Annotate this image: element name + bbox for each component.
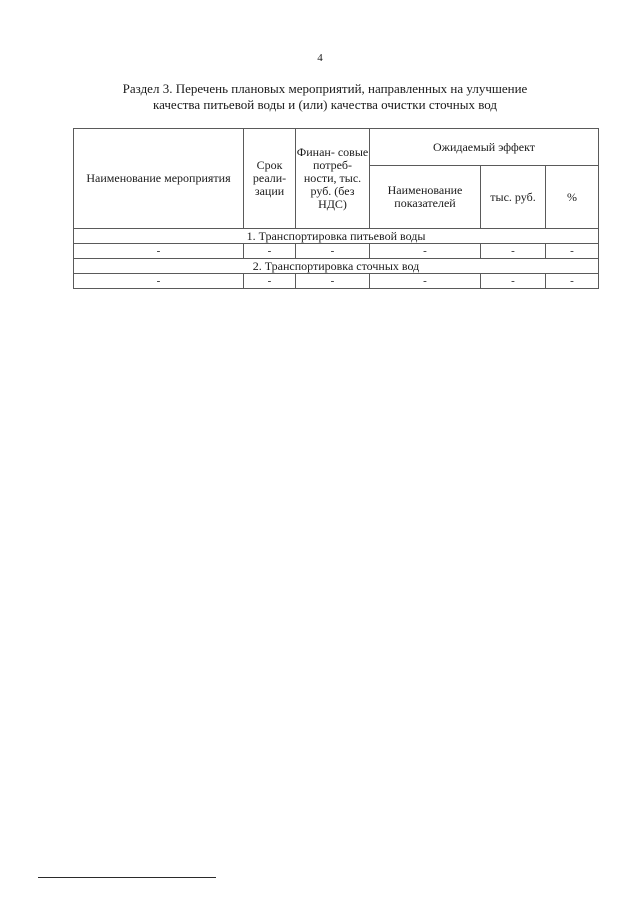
cell-term: - xyxy=(244,274,296,289)
cell-name: - xyxy=(74,244,244,259)
page-number: 4 xyxy=(317,52,323,64)
cell-indicator: - xyxy=(370,274,481,289)
section-title-sewage: 2. Транспортировка сточных вод xyxy=(74,259,599,274)
header-row-1 xyxy=(74,129,599,166)
footer-divider xyxy=(38,877,216,878)
header-term: Срок реали- зации xyxy=(244,129,296,229)
cell-thousand-rub: - xyxy=(481,274,546,289)
measures-table xyxy=(73,128,599,289)
table-row xyxy=(74,244,599,259)
section-row-water xyxy=(74,229,599,244)
cell-name: - xyxy=(74,274,244,289)
cell-percent: - xyxy=(546,274,599,289)
header-thousand-rub: тыс. руб. xyxy=(481,166,546,229)
section-row-sewage xyxy=(74,259,599,274)
section-title-line-2: качества питьевой воды и (или) качества очистки сточных вод xyxy=(152,97,498,112)
header-percent: % xyxy=(546,166,599,229)
header-indicator-name: Наименование показателей xyxy=(370,166,481,229)
cell-term: - xyxy=(244,244,296,259)
cell-indicator: - xyxy=(370,244,481,259)
cell-finance: - xyxy=(296,244,370,259)
section-title-water: 1. Транспортировка питьевой воды xyxy=(74,229,599,244)
header-expected-effect: Ожидаемый эффект xyxy=(370,129,599,166)
table-row xyxy=(74,274,599,289)
section-title xyxy=(70,81,580,113)
cell-finance: - xyxy=(296,274,370,289)
section-title-line-1: Раздел 3. Перечень плановых мероприятий, направленных на улучшение xyxy=(122,81,528,96)
cell-percent: - xyxy=(546,244,599,259)
cell-thousand-rub: - xyxy=(481,244,546,259)
header-measure-name: Наименование мероприятия xyxy=(74,129,244,229)
header-finance: Финан- совые потреб- ности, тыс. руб. (без НДС) xyxy=(296,129,370,229)
